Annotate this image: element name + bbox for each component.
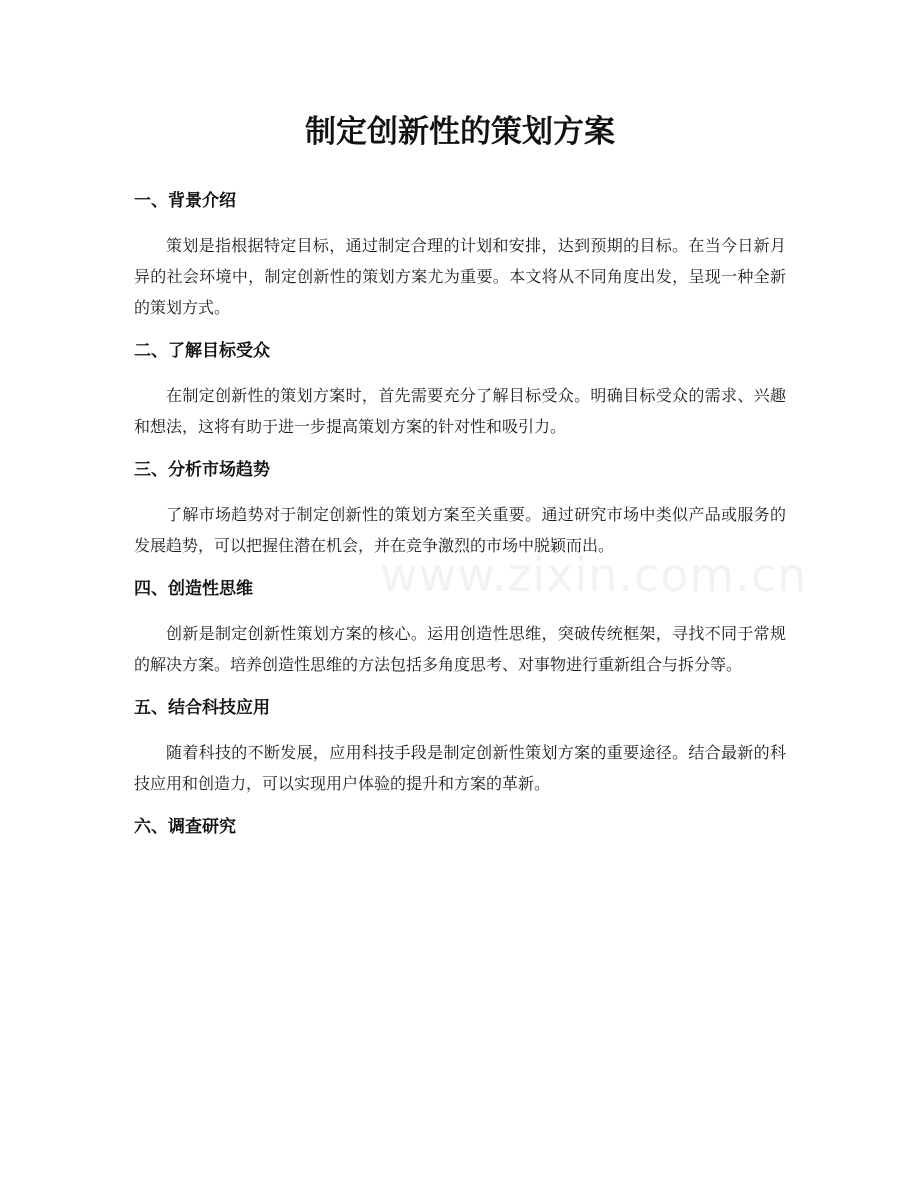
section-heading: 六、调查研究 xyxy=(134,817,236,837)
watermark: www.zixin.com.cn xyxy=(380,548,808,602)
section-creative-thinking xyxy=(134,574,786,680)
section-heading: 四、创造性思维 xyxy=(134,579,253,599)
section-market-trends xyxy=(134,455,786,561)
section-heading: 一、背景介绍 xyxy=(134,191,236,211)
section-research xyxy=(134,812,786,842)
section-paragraph: 在制定创新性的策划方案时，首先需要充分了解目标受众。明确目标受众的需求、兴趣和想法，这将有助于进一步提高策划方案的针对性和吸引力。 xyxy=(134,386,786,436)
section-paragraph: 随着科技的不断发展，应用科技手段是制定创新性策划方案的重要途径。结合最新的科技应用和创造力，可以实现用户体验的提升和方案的革新。 xyxy=(134,743,786,793)
section-technology xyxy=(134,693,786,799)
section-paragraph: 了解市场趋势对于制定创新性的策划方案至关重要。通过研究市场中类似产品或服务的发展趋势，可以把握住潜在机会，并在竞争激烈的市场中脱颖而出。 xyxy=(134,505,786,555)
section-target-audience xyxy=(134,336,786,442)
section-background xyxy=(134,186,786,323)
section-heading: 三、分析市场趋势 xyxy=(134,460,270,480)
section-heading: 二、了解目标受众 xyxy=(134,341,270,361)
section-heading: 五、结合科技应用 xyxy=(134,698,270,718)
section-paragraph: 创新是制定创新性策划方案的核心。运用创造性思维，突破传统框架，寻找不同于常规的解决方案。培养创造性思维的方法包括多角度思考、对事物进行重新组合与拆分等。 xyxy=(134,624,786,674)
document-title: 制定创新性的策划方案 xyxy=(305,114,615,150)
section-paragraph: 策划是指根据特定目标，通过制定合理的计划和安排，达到预期的目标。在当今日新月异的社会环境中，制定创新性的策划方案尤为重要。本文将从不同角度出发，呈现一种全新的策划方式。 xyxy=(134,236,786,317)
document-content xyxy=(134,186,786,842)
